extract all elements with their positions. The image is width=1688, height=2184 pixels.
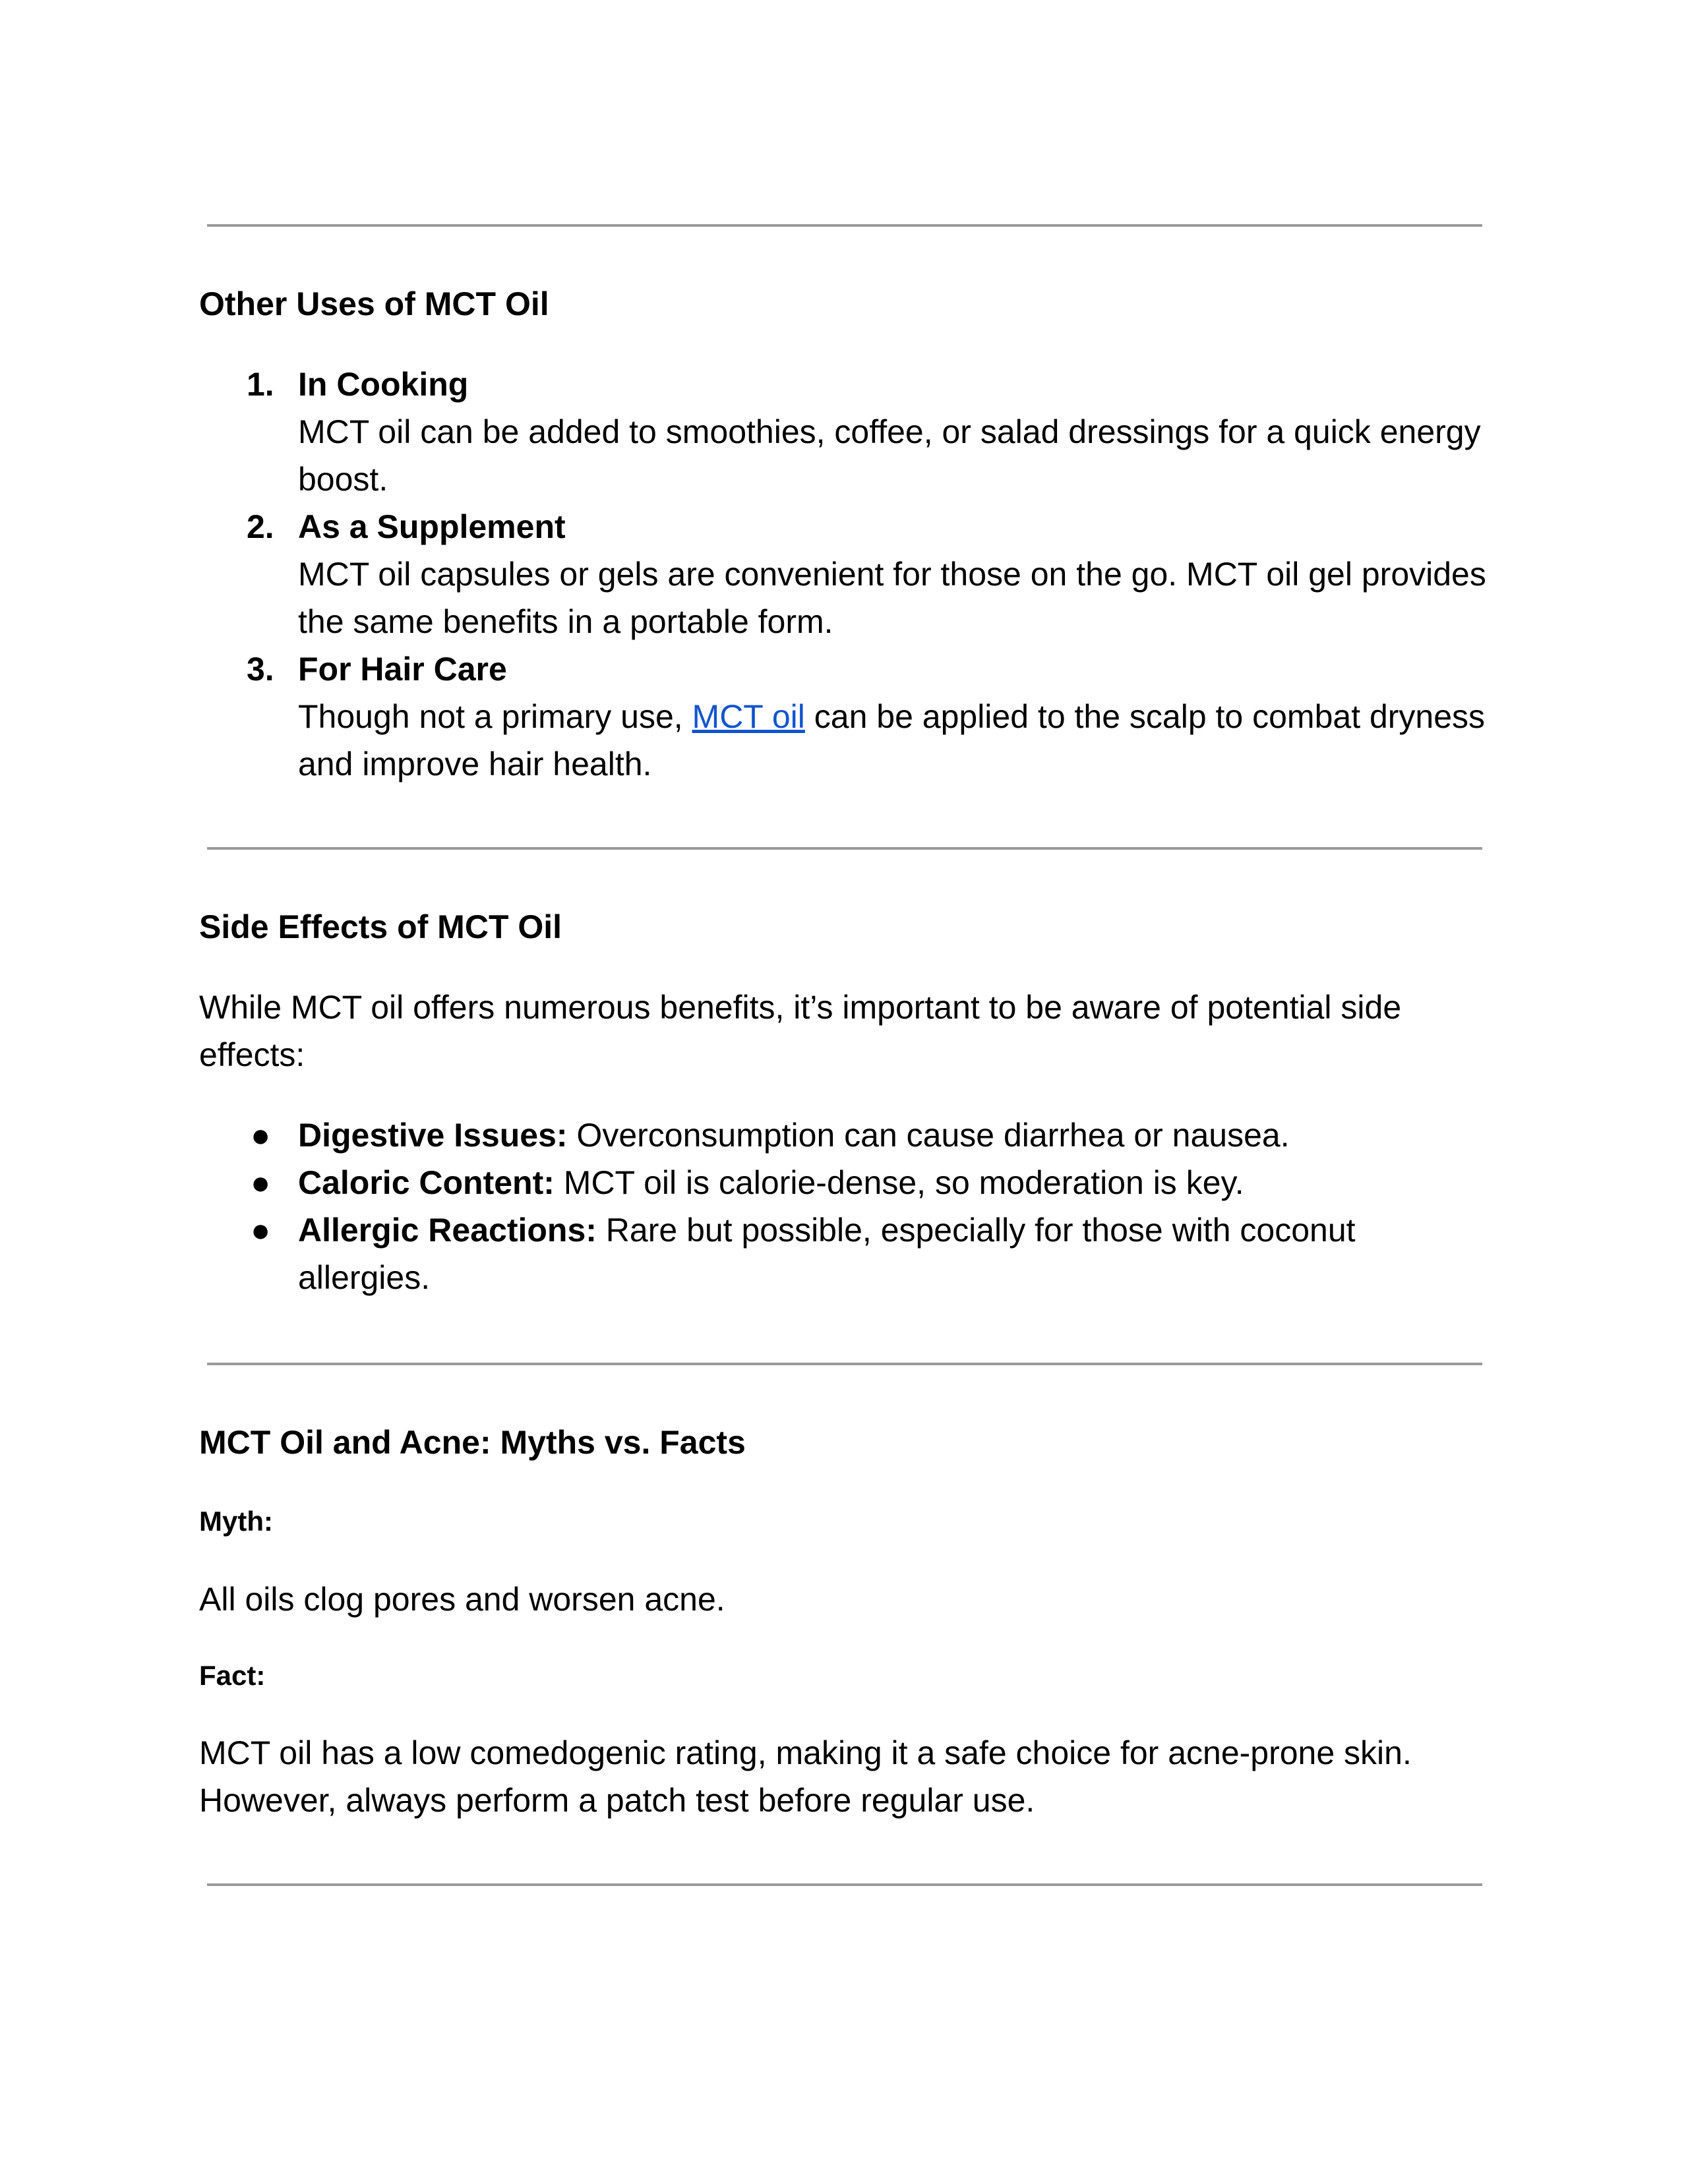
list-number: 1.: [247, 366, 274, 403]
list-item-text: MCT oil is calorie-dense, so moderation is key.: [554, 1164, 1244, 1201]
list-item-body: [298, 693, 1492, 788]
bullet-icon: ●: [251, 1117, 271, 1154]
list-item: [199, 1159, 1492, 1206]
list-item: [199, 645, 1492, 788]
paragraph: While MCT oil offers numerous benefits, it’s important to be aware of potential side effects:: [199, 989, 1402, 1073]
bullet-icon: ●: [251, 1212, 271, 1249]
fact-text: [199, 1729, 1492, 1824]
horizontal-rule: [207, 224, 1482, 227]
list-item-text: Rare but possible, especially for those with coconut allergies.: [298, 1212, 1356, 1296]
section-heading-other-uses: Other Uses of MCT Oil: [199, 285, 549, 322]
list-item-title: For Hair Care: [298, 651, 507, 688]
side-effects-list: [199, 1111, 1492, 1301]
list-item: [199, 361, 1492, 503]
list-item-label: Caloric Content:: [298, 1164, 555, 1201]
list-item-label: Allergic Reactions:: [298, 1212, 597, 1249]
list-item: [199, 503, 1492, 645]
list-item-body: MCT oil capsules or gels are convenient for those on the go. MCT oil gel provides the same benefits in a portable form.: [298, 556, 1486, 640]
list-item-text: Overconsumption can cause diarrhea or nausea.: [567, 1117, 1290, 1154]
list-item-body: MCT oil can be added to smoothies, coffee, or salad dressings for a quick energy boost.: [298, 413, 1481, 498]
horizontal-rule: [207, 1883, 1482, 1886]
paragraph: All oils clog pores and worsen acne.: [199, 1581, 725, 1618]
myth-label: Myth:: [199, 1506, 273, 1537]
other-uses-list: [199, 361, 1492, 788]
list-item-title: As a Supplement: [298, 508, 566, 545]
section-heading-side-effects: Side Effects of MCT Oil: [199, 908, 562, 945]
section-heading-acne: MCT Oil and Acne: Myths vs. Facts: [199, 1424, 746, 1461]
list-item: [199, 1111, 1492, 1159]
list-number: 2.: [247, 508, 274, 545]
list-item-label: Digestive Issues:: [298, 1117, 568, 1154]
side-effects-intro: [199, 984, 1492, 1078]
list-item-body-text: can be applied to the scalp to combat dryness and improve hair health.: [298, 698, 1486, 782]
list-item-title: In Cooking: [298, 366, 469, 403]
list-item-body-text: Though not a primary use,: [298, 698, 692, 735]
paragraph: MCT oil has a low comedogenic rating, making it a safe choice for acne-prone skin. However, always perform a patch test before regular use.: [199, 1734, 1412, 1819]
mct-oil-link[interactable]: MCT oil: [692, 698, 805, 735]
fact-label: Fact:: [199, 1660, 266, 1691]
horizontal-rule: [207, 847, 1482, 850]
bullet-icon: ●: [251, 1164, 271, 1201]
list-item: [199, 1206, 1492, 1301]
myth-text: [199, 1576, 1492, 1623]
list-number: 3.: [247, 651, 274, 688]
horizontal-rule: [207, 1363, 1482, 1365]
